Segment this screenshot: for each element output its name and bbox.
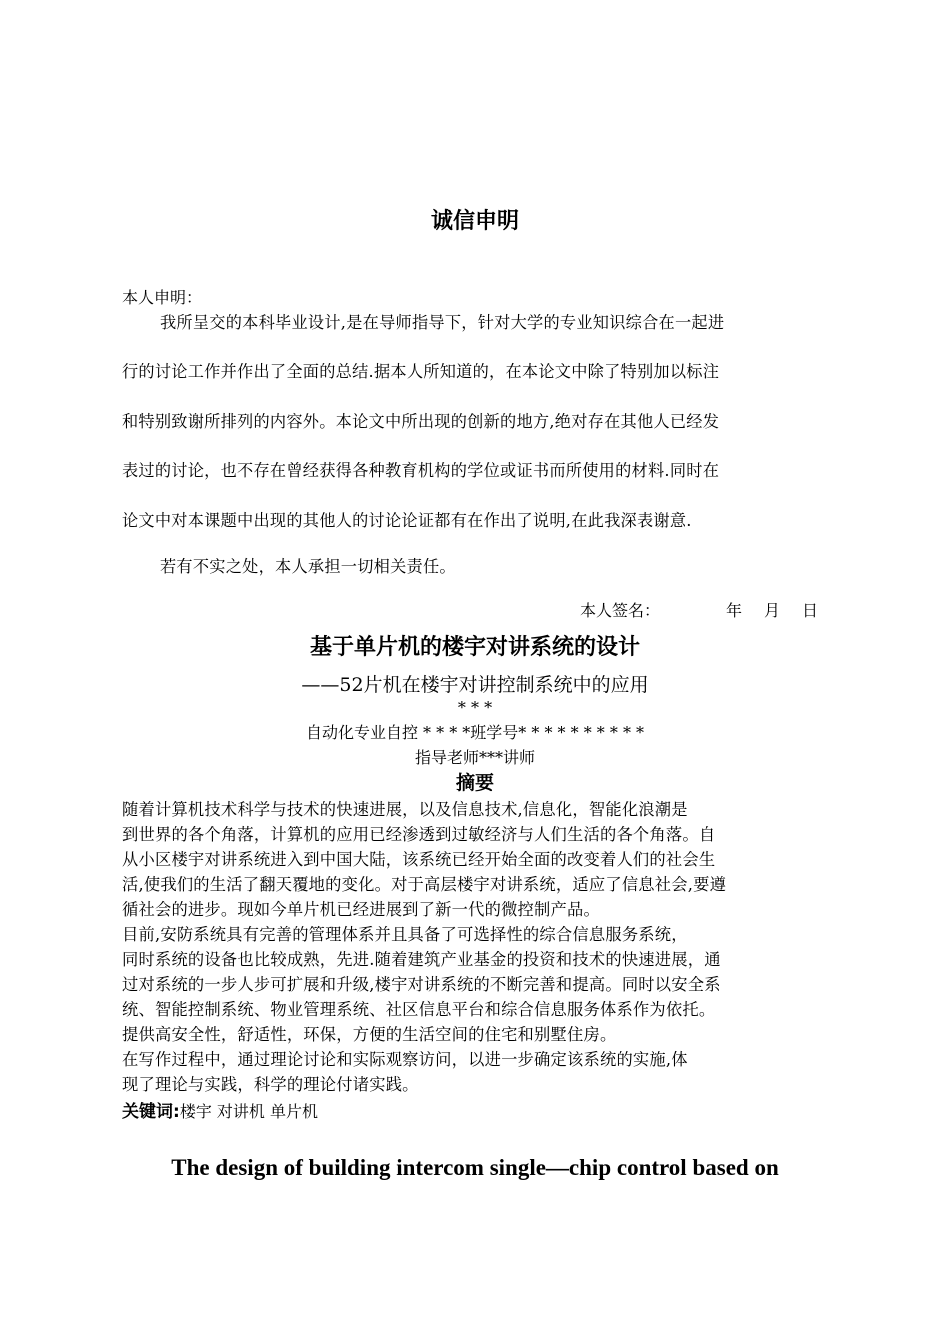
declaration-line: 我所呈交的本科毕业设计,是在导师指导下，针对大学的专业知识综合在一起进 <box>160 313 725 332</box>
integrity-title: 诚信申明 <box>430 209 519 234</box>
year-label: 年 <box>726 601 743 620</box>
abstract-line: 现了理论与实践，科学的理论付诸实践。 <box>122 1075 419 1094</box>
abstract-line: 统、智能控制系统、物业管理系统、社区信息平台和综合信息服务体系作为依托。 <box>122 1000 716 1019</box>
declaration-line: 论文中对本课题中出现的其他人的讨论论证都有在作出了说明,在此我深表谢意. <box>122 511 692 530</box>
thesis-subtitle: ——52片机在楼宇对讲控制系统中的应用 <box>301 674 649 696</box>
abstract-line: 目前,安防系统具有完善的管理体系并且具备了可选择性的综合信息服务系统， <box>122 925 688 944</box>
keywords-value: 楼宇 对讲机 单片机 <box>179 1102 318 1121</box>
declaration-line: 表过的讨论，也不存在曾经获得各种教育机构的学位或证书而所使用的材料.同时在 <box>122 461 720 480</box>
signature-label: 本人签名： <box>580 601 661 620</box>
abstract-line: 活,使我们的生活了翻天覆地的变化。对于高层楼宇对讲系统，适应了信息社会,要遵 <box>122 875 727 894</box>
abstract-line: 随着计算机技术科学与技术的快速进展，以及信息技术,信息化，智能化浪潮是 <box>122 800 688 819</box>
declaration-label: 本人申明： <box>122 288 203 307</box>
thesis-title: 基于单片机的楼宇对讲系统的设计 <box>309 635 640 660</box>
abstract-line: 同时系统的设备也比较成熟，先进.随着建筑产业基金的投资和技术的快速进展，通 <box>122 950 721 969</box>
signature-line <box>580 598 818 621</box>
abstract-line: 从小区楼宇对讲系统进入到中国大陆，该系统已经开始全面的改变着人们的社会生 <box>122 850 716 869</box>
advisor-line: 指导老师***讲师 <box>414 748 535 767</box>
keywords-line <box>122 1097 318 1122</box>
abstract-line: 循社会的进步。现如今单片机已经进展到了新一代的微控制产品。 <box>122 900 600 919</box>
abstract-heading: 摘要 <box>455 772 494 794</box>
declaration-line: 和特别致谢所排列的内容外。本论文中所出现的创新的地方,绝对存在其他人已经发 <box>122 412 720 431</box>
month-label: 月 <box>764 601 781 620</box>
abstract-line: 过对系统的一步人步可扩展和升级,楼宇对讲系统的不断完善和提高。同时以安全系 <box>122 975 721 994</box>
day-label: 日 <box>802 601 819 620</box>
keywords-label: 关键词: <box>122 1102 180 1122</box>
declaration-line: 行的讨论工作并作出了全面的总结.据本人所知道的，在本论文中除了特别加以标注 <box>122 362 720 381</box>
abstract-line: 在写作过程中，通过理论讨论和实际观察访问，以进一步确定该系统的实施,体 <box>122 1050 688 1069</box>
major-class-id: 自动化专业自控 * * * *班学号* * * * * * * * * * <box>305 723 645 742</box>
abstract-line: 到世界的各个角落，计算机的应用已经渗透到过敏经济与人们生活的各个角落。自 <box>122 825 716 844</box>
abstract-line: 提供高安全性，舒适性，环保，方便的生活空间的住宅和别墅住房。 <box>122 1025 617 1044</box>
english-title: The design of building intercom single—chip control based on <box>171 1155 779 1180</box>
responsibility-statement: 若有不实之处，本人承担一切相关责任。 <box>160 557 456 576</box>
author-name: * * * <box>457 698 493 717</box>
